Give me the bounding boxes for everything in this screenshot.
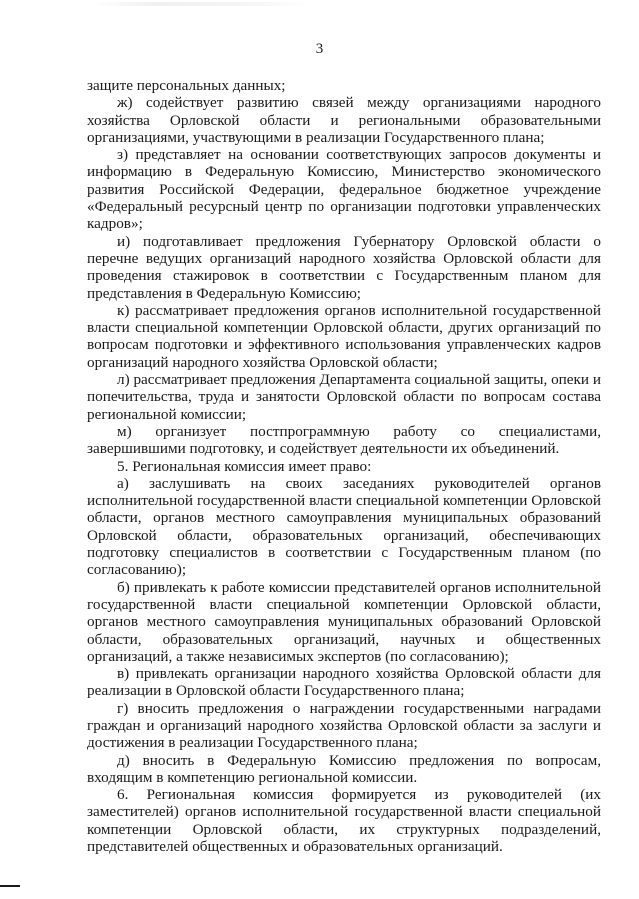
section-paragraph-6: 6. Региональная комиссия формируется из руководителей (их заместителей) органов исполнительной государственной власти специальной компетенции Орловской области, их структурных подразделений, представителей общественных и образовательных организаций. [87, 786, 601, 856]
paragraph-item-b: б) привлекать к работе комиссии представителей органов исполнительной государственной власти специальной компетенции Орловской области, органов местного самоуправления муниципальных образований Орловской области, образовательных организаций, научных и общественных организаций, а также независимых экспертов (по согласованию); [87, 578, 601, 665]
paragraph-item-v: в) привлекать организации народного хозяйства Орловской области для реализации в Орловской области Государственного плана; [87, 665, 601, 700]
paragraph-continuation: защите персональных данных; [87, 77, 286, 94]
paragraph-item-a: а) заслушивать на своих заседаниях руководителей органов исполнительной государственной власти специальной компетенции Орловской области, органов местного самоуправления муниципальных образований Орловской области, образовательных организаций, обеспечивающих подготовку специалистов в соответствии с Государственным планом (по согласованию); [87, 474, 601, 579]
paragraph-item-d: д) вносить в Федеральную Комиссию предложения по вопросам, входящим в компетенцию региональной комиссии. [87, 751, 601, 786]
paragraph-item-g: г) вносить предложения о награждении государственными наградами граждан и организаций народного хозяйства Орловской области за заслуги и достижения в реализации Государственного плана; [87, 699, 601, 752]
paragraph-item-l: л) рассматривает предложения Департамента социальной защиты, опеки и попечительства, труда и занятости Орловской области по вопросам состава региональной комиссии; [87, 371, 601, 423]
margin-mark [0, 885, 20, 887]
paragraph-item-m: м) организует постпрограммную работу со специалистами, завершившими подготовку, и содействует деятельности их объединений. [87, 422, 601, 458]
section-heading-5: 5. Региональная комиссия имеет право: [117, 457, 372, 475]
paragraph-item-i: и) подготавливает предложения Губернатору Орловской области о перечне ведущих организаций народного хозяйства Орловской области для проведения стажировок в соответствии с Государственным планом для представления в Федеральную Комиссию; [87, 232, 601, 302]
paragraph-item-zh: ж) содействует развитию связей между организациями народного хозяйства Орловской области и региональными образовательными организациями, участвующими в реализации Государственного плана; [87, 94, 601, 146]
page-number: 3 [315, 41, 324, 57]
paragraph-item-k: к) рассматривает предложения органов исполнительной государственной власти специальной компетенции Орловской области, других организаций по вопросам подготовки и эффективного использования управленческих кадров организаций народного хозяйства Орловской области; [87, 301, 601, 371]
scan-artifact [90, 2, 310, 6]
document-body [87, 77, 601, 855]
paragraph-item-z: з) представляет на основании соответствующих запросов документы и информацию в Федеральную Комиссию, Министерство экономического развития Российской Федерации, федеральное бюджетное учреждение «Федеральный ресурсный центр по организации подготовки управленческих кадров»; [87, 146, 601, 233]
